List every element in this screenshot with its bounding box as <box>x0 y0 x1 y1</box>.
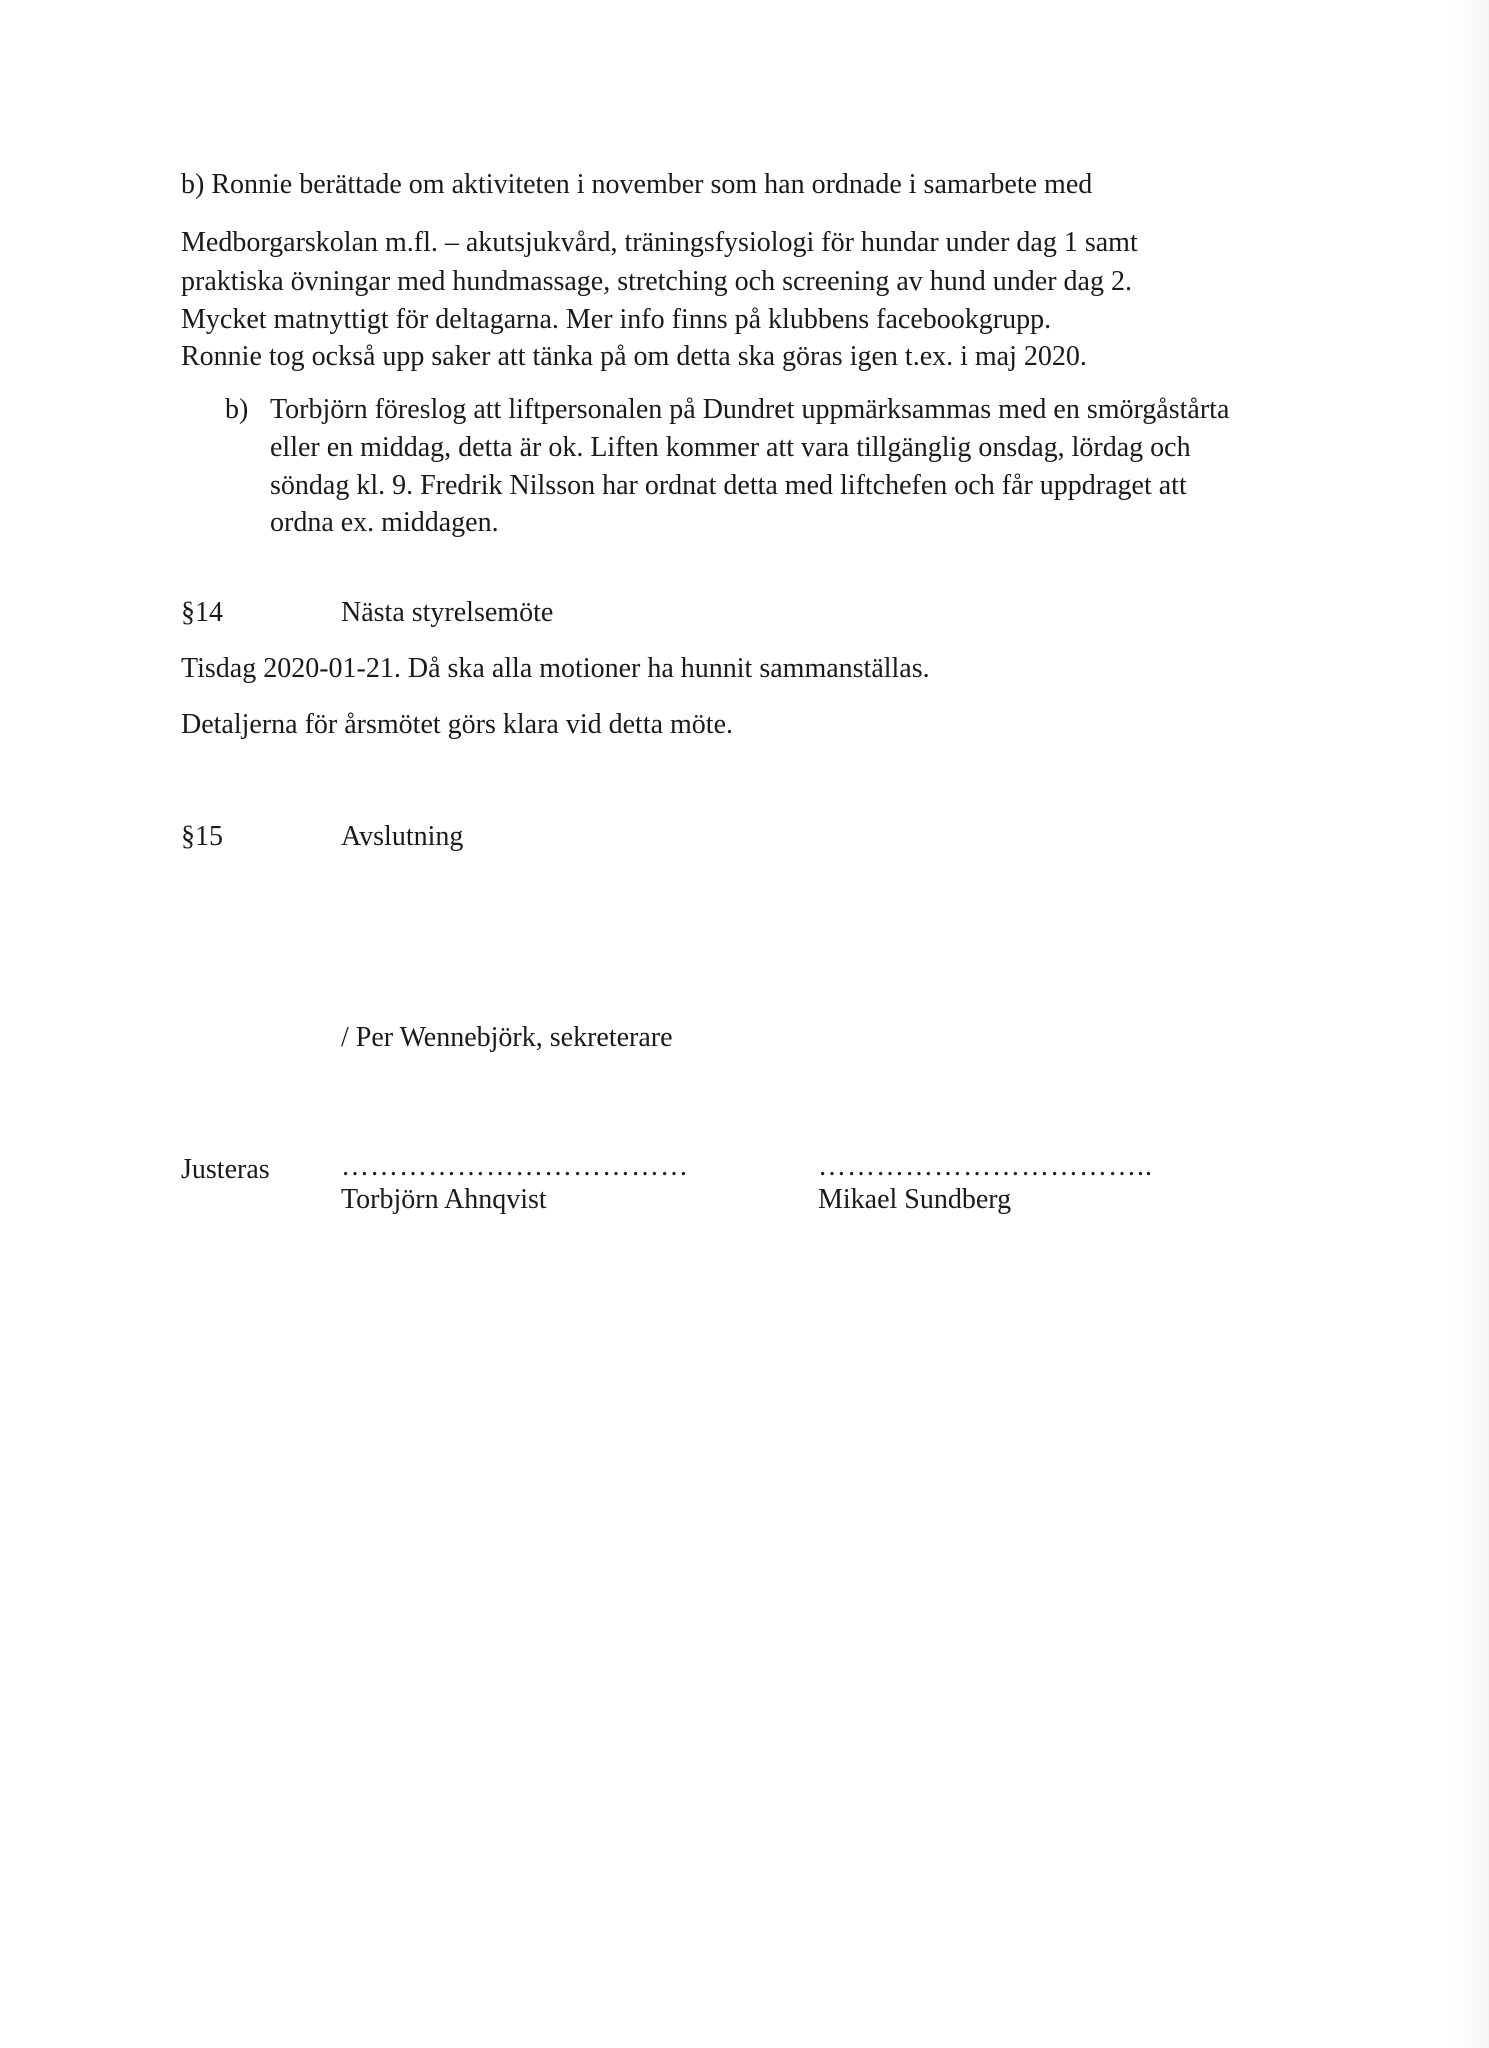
justeras-label: Justeras <box>181 1154 270 1185</box>
item-b2-line-2: eller en middag, detta är ok. Liften kommer att vara tillgänglig onsdag, lördag och <box>270 432 1191 463</box>
section-15-number: §15 <box>181 821 223 852</box>
section-14-title: Nästa styrelsemöte <box>341 597 554 628</box>
item-b1-line-3: Mycket matnyttigt för deltagarna. Mer info finns på klubbens facebookgrupp. <box>181 304 1052 335</box>
scan-edge-shadow <box>1449 0 1489 2048</box>
section-15-title: Avslutning <box>341 821 464 852</box>
justeras-name-1: Torbjörn Ahnqvist <box>341 1184 547 1215</box>
item-b2-line-1: Torbjörn föreslog att liftpersonalen på Dundret uppmärksammas med en smörgåstårta <box>270 394 1230 425</box>
section-14-number: §14 <box>181 597 223 628</box>
item-b1-first-line: b) Ronnie berättade om aktiviteten i november som han ordnade i samarbete med <box>181 169 1093 200</box>
item-b1-line-1: Medborgarskolan m.fl. – akutsjukvård, träningsfysiologi för hundar under dag 1 samt <box>181 227 1138 258</box>
item-b2-label: b) <box>225 394 249 425</box>
section-14-paragraph-2: Detaljerna för årsmötet görs klara vid detta möte. <box>181 709 734 740</box>
justeras-name-2: Mikael Sundberg <box>818 1184 1012 1215</box>
item-b1-line-4: Ronnie tog också upp saker att tänka på om detta ska göras igen t.ex. i maj 2020. <box>181 341 1087 372</box>
item-b2-line-3: söndag kl. 9. Fredrik Nilsson har ordnat detta med liftchefen och får uppdraget att <box>270 470 1187 501</box>
justeras-signature-line-1: ……………………………… <box>341 1151 689 1182</box>
item-b1-line-2: praktiska övningar med hundmassage, stretching och screening av hund under dag 2. <box>181 266 1132 297</box>
secretary-signature: / Per Wennebjörk, sekreterare <box>341 1022 673 1053</box>
justeras-signature-line-2: …………………………….. <box>818 1151 1153 1182</box>
item-b2-line-4: ordna ex. middagen. <box>270 507 499 538</box>
section-14-paragraph-1: Tisdag 2020-01-21. Då ska alla motioner ha hunnit sammanställas. <box>181 653 930 684</box>
